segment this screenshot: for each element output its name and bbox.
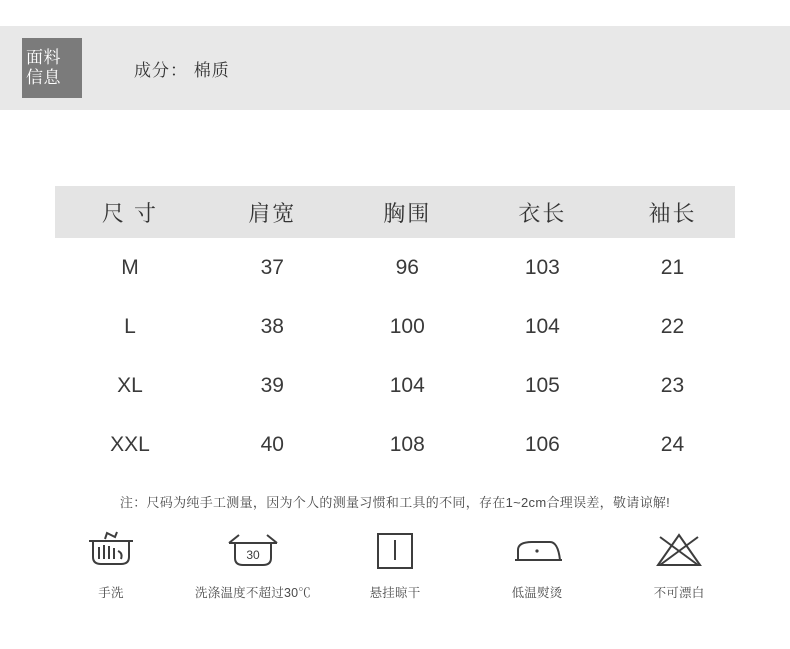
fabric-info-banner: [0, 26, 790, 110]
cell-length: 105: [524, 373, 560, 397]
cell-shoulder: 38: [260, 314, 284, 338]
do-not-bleach-icon: [654, 528, 704, 574]
care-instructions-row: [40, 528, 750, 601]
care-label: 洗涤温度不超过30℃: [195, 586, 311, 600]
wash-temperature-value: 30: [246, 548, 260, 562]
fabric-tag-line-2: 信息: [26, 68, 61, 87]
table-row: [55, 297, 735, 356]
care-label: 手洗: [98, 586, 124, 600]
cell-shoulder: 37: [260, 255, 284, 279]
care-label: 悬挂晾干: [369, 586, 421, 600]
cell-size: XL: [117, 373, 143, 397]
cell-shoulder: 40: [260, 432, 284, 456]
wash-temperature-icon: [225, 528, 281, 574]
cell-sleeve: 22: [660, 314, 685, 338]
column-header-shoulder: 肩宽: [248, 200, 297, 226]
column-header-sleeve: 袖长: [648, 200, 697, 226]
cell-size: L: [124, 314, 136, 338]
cell-shoulder: 39: [260, 373, 284, 397]
table-row: [55, 415, 735, 474]
care-label: 低温熨烫: [511, 586, 563, 600]
measurement-note: 注：尺码为纯手工测量，因为个人的测量习惯和工具的不同，存在1~2cm合理误差，敬请谅解!: [119, 495, 671, 510]
cell-bust: 108: [389, 432, 425, 456]
cell-length: 103: [524, 255, 560, 279]
cell-bust: 96: [395, 255, 419, 279]
table-row: [55, 356, 735, 415]
cell-sleeve: 24: [660, 432, 685, 456]
fabric-tag-line-1: 面料: [26, 48, 61, 68]
column-header-size: 尺 寸: [101, 200, 158, 226]
cell-size: XXL: [110, 432, 150, 456]
care-item-wash-temperature: [182, 528, 324, 601]
care-label: 不可漂白: [653, 586, 705, 600]
cell-bust: 104: [389, 373, 425, 397]
cell-length: 106: [524, 432, 560, 456]
cell-sleeve: 23: [660, 373, 685, 397]
cell-bust: 100: [389, 314, 425, 338]
fabric-composition-label: 成分：: [134, 60, 188, 80]
fabric-composition-value: 棉质: [193, 60, 230, 80]
table-row: [55, 238, 735, 297]
fabric-info-tag: [22, 38, 82, 98]
hang-dry-icon: [373, 528, 417, 574]
size-chart-table: [55, 186, 735, 474]
care-item-hand-wash: [40, 528, 182, 601]
low-heat-iron-icon: [510, 528, 564, 574]
cell-sleeve: 21: [660, 255, 685, 279]
size-chart-header-row: [55, 186, 735, 238]
care-item-hang-dry: [324, 528, 466, 601]
column-header-length: 衣长: [518, 200, 567, 226]
care-item-low-heat-iron: [466, 528, 608, 601]
fabric-composition: [134, 56, 230, 81]
hand-wash-icon: [85, 528, 137, 574]
cell-size: M: [121, 255, 139, 279]
care-item-do-not-bleach: [608, 528, 750, 601]
cell-length: 104: [524, 314, 560, 338]
column-header-bust: 胸围: [383, 200, 432, 226]
